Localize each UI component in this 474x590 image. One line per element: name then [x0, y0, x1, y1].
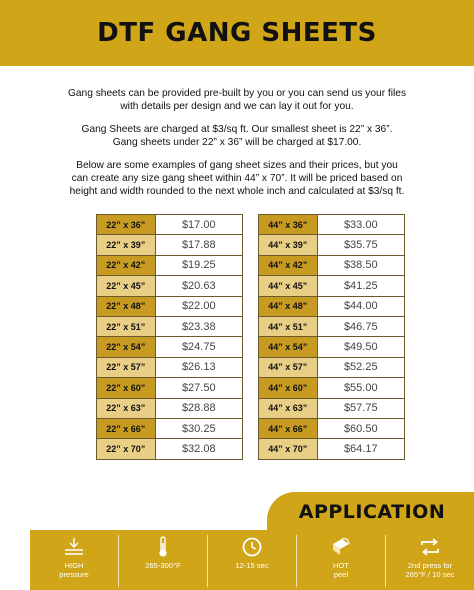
- table-row: [97, 337, 243, 357]
- sheet-size-cell: 44” x 54”: [259, 337, 318, 357]
- sheet-price-cell: $28.88: [155, 398, 242, 418]
- intro-line: can create any size gang sheet within 44” x 70”. It will be priced based on: [71, 172, 403, 184]
- sheet-price-cell: $32.08: [155, 439, 242, 459]
- application-label: [235, 561, 268, 570]
- table-row: [97, 276, 243, 296]
- table-row: [97, 418, 243, 438]
- table-row: [259, 296, 405, 316]
- label-line: 265-300°F: [145, 561, 181, 570]
- table-row: [97, 439, 243, 459]
- sheet-size-cell: 44” x 66”: [259, 418, 318, 438]
- application-label: [333, 561, 349, 579]
- table-row: [97, 398, 243, 418]
- repeat-icon: [418, 535, 442, 559]
- application-label: [405, 561, 454, 579]
- application-tab: [267, 492, 474, 532]
- table-row: [259, 215, 405, 235]
- table-row: [259, 337, 405, 357]
- sheet-price-cell: $24.75: [155, 337, 242, 357]
- intro-text: [48, 88, 426, 209]
- table-row: [259, 398, 405, 418]
- application-item-peel: [297, 535, 386, 587]
- label-line: 265°F / 10 sec: [405, 570, 455, 579]
- price-table-44-wide: [258, 214, 405, 460]
- sheet-size-cell: 22” x 54”: [97, 337, 156, 357]
- table-row: [259, 418, 405, 438]
- label-line: peel: [333, 570, 349, 579]
- header-banner: [0, 0, 474, 66]
- intro-line: Gang Sheets are charged at $3/sq ft. Our smallest sheet is 22” x 36”.: [81, 124, 393, 136]
- table-row: [259, 316, 405, 336]
- intro-line: height and width rounded to the next whole inch and calculated at $3/sq ft.: [69, 185, 405, 197]
- intro-line: with details per design and we can lay it out for you.: [120, 100, 354, 112]
- table-row: [97, 296, 243, 316]
- sheet-size-cell: 44” x 42”: [259, 255, 318, 275]
- sheet-price-cell: $41.25: [317, 276, 404, 296]
- application-bar: [30, 530, 474, 590]
- label-line: 12-15 sec: [235, 561, 269, 570]
- sheet-price-cell: $38.50: [317, 255, 404, 275]
- table-row: [97, 215, 243, 235]
- label-line: pressure: [59, 570, 89, 579]
- thermometer-icon: [157, 535, 169, 559]
- intro-paragraph-3: [48, 160, 426, 198]
- pressure-icon: [63, 535, 85, 559]
- label-line: 2nd press for: [407, 561, 453, 570]
- label-line: HIGH: [64, 561, 84, 570]
- sheet-price-cell: $44.00: [317, 296, 404, 316]
- table-row: [259, 276, 405, 296]
- sheet-price-cell: $20.63: [155, 276, 242, 296]
- sheet-size-cell: 22” x 36”: [97, 215, 156, 235]
- peel-icon: [330, 535, 352, 559]
- table-row: [97, 316, 243, 336]
- table-row: [259, 255, 405, 275]
- sheet-price-cell: $33.00: [317, 215, 404, 235]
- sheet-size-cell: 22” x 48”: [97, 296, 156, 316]
- sheet-size-cell: 44” x 57”: [259, 357, 318, 377]
- sheet-size-cell: 22” x 70”: [97, 439, 156, 459]
- sheet-size-cell: 44” x 70”: [259, 439, 318, 459]
- table-row: [97, 235, 243, 255]
- intro-paragraph-1: [48, 88, 426, 113]
- sheet-price-cell: $49.50: [317, 337, 404, 357]
- sheet-size-cell: 22” x 42”: [97, 255, 156, 275]
- sheet-size-cell: 22” x 45”: [97, 276, 156, 296]
- sheet-price-cell: $57.75: [317, 398, 404, 418]
- sheet-size-cell: 44” x 45”: [259, 276, 318, 296]
- sheet-price-cell: $23.38: [155, 316, 242, 336]
- sheet-price-cell: $64.17: [317, 439, 404, 459]
- application-label: [145, 561, 181, 570]
- intro-paragraph-2: [48, 124, 426, 149]
- application-item-temperature: [119, 535, 208, 587]
- sheet-size-cell: 22” x 60”: [97, 378, 156, 398]
- application-label: [59, 561, 89, 579]
- sheet-size-cell: 44” x 51”: [259, 316, 318, 336]
- sheet-price-cell: $17.00: [155, 215, 242, 235]
- sheet-price-cell: $60.50: [317, 418, 404, 438]
- table-row: [259, 439, 405, 459]
- sheet-price-cell: $35.75: [317, 235, 404, 255]
- sheet-size-cell: 22” x 57”: [97, 357, 156, 377]
- label-line: HOT: [332, 561, 350, 570]
- table-row: [259, 378, 405, 398]
- sheet-size-cell: 44” x 39”: [259, 235, 318, 255]
- price-table-22-wide: [96, 214, 243, 460]
- page-title: DTF GANG SHEETS: [97, 18, 377, 48]
- sheet-price-cell: $17.88: [155, 235, 242, 255]
- table-row: [259, 357, 405, 377]
- sheet-price-cell: $55.00: [317, 378, 404, 398]
- sheet-price-cell: $22.00: [155, 296, 242, 316]
- table-row: [97, 378, 243, 398]
- timer-icon: [241, 535, 263, 559]
- application-item-time: [208, 535, 297, 587]
- sheet-price-cell: $27.50: [155, 378, 242, 398]
- sheet-size-cell: 22” x 66”: [97, 418, 156, 438]
- intro-line: Below are some examples of gang sheet sizes and their prices, but you: [76, 160, 398, 172]
- application-title: APPLICATION: [298, 501, 446, 523]
- sheet-price-cell: $26.13: [155, 357, 242, 377]
- table-row: [97, 357, 243, 377]
- sheet-size-cell: 22” x 51”: [97, 316, 156, 336]
- intro-line: Gang sheets under 22” x 36” will be charged at $17.00.: [112, 136, 362, 148]
- sheet-size-cell: 22” x 39”: [97, 235, 156, 255]
- intro-line: Gang sheets can be provided pre-built by you or you can send us your files: [67, 88, 407, 99]
- sheet-size-cell: 44” x 60”: [259, 378, 318, 398]
- sheet-size-cell: 44” x 48”: [259, 296, 318, 316]
- application-item-second-press: [386, 535, 474, 587]
- sheet-size-cell: 22” x 63”: [97, 398, 156, 418]
- table-row: [259, 235, 405, 255]
- sheet-price-cell: $52.25: [317, 357, 404, 377]
- table-row: [97, 255, 243, 275]
- application-item-pressure: [30, 535, 119, 587]
- sheet-price-cell: $30.25: [155, 418, 242, 438]
- sheet-price-cell: $46.75: [317, 316, 404, 336]
- sheet-size-cell: 44” x 63”: [259, 398, 318, 418]
- sheet-price-cell: $19.25: [155, 255, 242, 275]
- sheet-size-cell: 44” x 36”: [259, 215, 318, 235]
